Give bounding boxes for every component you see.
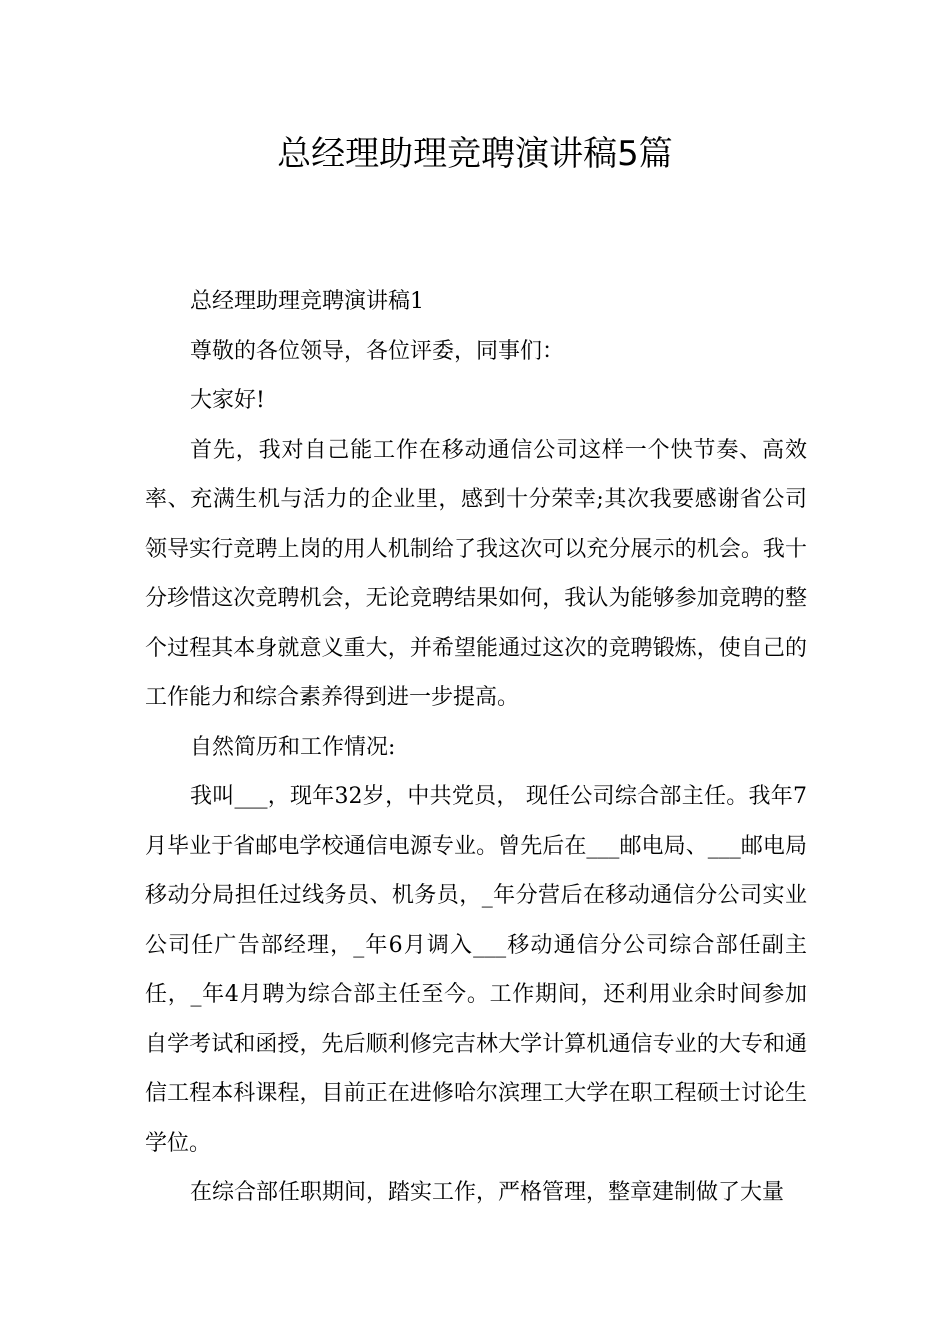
section-heading-resume: 自然简历和工作情况: xyxy=(190,734,396,760)
document-body xyxy=(145,277,807,1218)
greeting: 大家好! xyxy=(190,388,265,413)
speech-heading: 总经理助理竞聘演讲稿1 xyxy=(190,289,424,314)
salutation: 尊敬的各位领导，各位评委，同事们： xyxy=(190,338,565,364)
paragraph-intro: 首先，我对自己能工作在移动通信公司这样一个快节奏、高效率、充满生机与活力的企业里，感到十分荣幸;其次我要感谢省公司领导实行竞聘上岗的用人机制给了我这次可以充分展示的机会。我十分珍惜这次竞聘机会，无论竞聘结果如何，我认为能够参加竞聘的整个过程其本身就意义重大，并希望能通过这次的竞聘锻炼，使自己的工作能力和综合素养得到进一步提高。 xyxy=(145,437,807,710)
document-title: 总经理助理竞聘演讲稿5篇 xyxy=(277,134,673,174)
paragraph-resume: 我叫___，现年32岁，中共党员， 现任公司综合部主任。我年7月毕业于省邮电学校通信电源专业。曾先后在___邮电局、___邮电局移动分局担任过线务员、机务员，_年分营后在移动通信分公司实业公司任广告部经理，_年6月调入___移动通信分公司综合部任副主任，_年4月聘为综合部主任至今。工作期间，还利用业余时间参加自学考试和函授，先后顺利修完吉林大学计算机通信专业的大专和通信工程本科课程，目前正在进修哈尔滨理工大学在职工程硕士讨论生学位。 xyxy=(145,784,807,1156)
paragraph-work: 在综合部任职期间，踏实工作，严格管理，整章建制做了大量 xyxy=(190,1180,785,1205)
